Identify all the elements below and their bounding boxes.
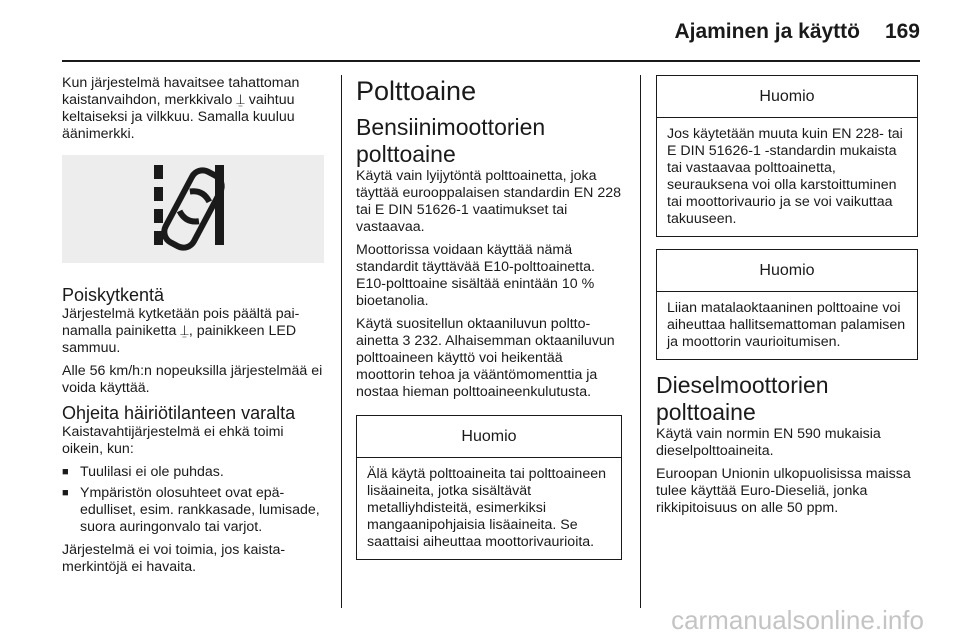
column-divider xyxy=(640,75,641,608)
page-number: 169 xyxy=(884,20,920,43)
diesel-paragraph-2: Euroopan Unionin ulkopuolisissa maissa tulee käyttää Euro-Dieseliä, jonka rikkipitoisuus on alle 50 ppm. xyxy=(656,466,911,516)
petrol-paragraph-2: Moottorissa voidaan käyttää nämä standardit täyttävää E10-polttoainetta. E10-polttoaine sisältää enintään 10 % bioetanolia. xyxy=(356,242,595,309)
section-title: Polttoaine xyxy=(356,76,477,106)
petrol-paragraph-1: Käytä vain lyijytöntä polttoainetta, joka täyttää eurooppalaisen standardin EN 228 tai E DIN 51626-1 vaatimukset tai vastaavaa. xyxy=(356,168,622,235)
note-title: Huomio xyxy=(357,416,621,458)
column-middle xyxy=(356,74,622,572)
lane-departure-icon xyxy=(62,155,324,263)
chapter-title: Ajaminen ja käyttö xyxy=(674,20,860,43)
note-box xyxy=(656,249,918,360)
bullet-icon: ■ xyxy=(62,466,69,478)
column-left xyxy=(62,75,324,582)
note-box xyxy=(356,415,622,560)
petrol-heading: Bensiinimoottorien polttoaine xyxy=(356,114,546,167)
speed-paragraph: Alle 56 km/h:n nopeuksilla järjestelmää ei voida käyttää. xyxy=(62,363,323,396)
note-text: Älä käytä polttoaineita tai polttoaineen lisäaineita, jotka sisältävät metalliyhdisteitä, esimerkiksi mangaanipohjaisia lisäaineita. Se saattaisi aiheuttaa moottorivaurioita. xyxy=(367,466,606,550)
note-box xyxy=(656,75,918,237)
note-text: Jos käytetään muuta kuin EN 228- tai E DIN 51626-1 -standardin mukaista tai vastaavaa polttoainetta, seurauksena voi olla karstoittuminen tai moottorivaurio ja se voi vaikuttaa takuuseen. xyxy=(667,126,903,227)
fault-intro: Kaistavahtijärjestelmä ei ehkä toimi oikein, kun: xyxy=(62,424,284,457)
note-text: Liian matalaoktaaninen polttoaine voi aiheuttaa hallitsemattoman palamisen ja moottorin vaurioitumisen. xyxy=(667,300,906,350)
disable-heading: Poiskytkentä xyxy=(62,285,165,305)
fault-heading: Ohjeita häiriötilanteen varalta xyxy=(62,403,296,423)
petrol-paragraph-3: Käytä suositellun oktaaniluvun polttoainetta 3 232. Alhaisemman oktaaniluvun polttoaineen käyttö voi heikentää moottorin tehoa ja vääntömomenttia ja nostaa hieman polttoaineenkulutusta. xyxy=(356,316,615,400)
header-rule xyxy=(62,60,920,62)
watermark: carmanualsonline.info xyxy=(671,605,924,635)
bullet-icon: ■ xyxy=(62,487,69,499)
fault-list xyxy=(62,464,324,536)
page-header xyxy=(0,0,960,62)
diesel-paragraph-1: Käytä vain normin EN 590 mukaisia dieselpolttoaineita. xyxy=(656,426,881,459)
column-divider xyxy=(341,75,342,608)
list-item: ■ Tuulilasi ei ole puhdas. xyxy=(62,464,224,480)
note-title: Huomio xyxy=(657,76,917,118)
intro-paragraph: Kun järjestelmä havaitsee tahattoman kaistanvaihdon, merkkivalo ⍊ vaihtuu keltaiseksi ja vilkkuu. Samalla kuuluu äänimerkki. xyxy=(62,75,300,142)
lane-departure-figure xyxy=(62,155,324,263)
column-right xyxy=(656,75,918,523)
list-item: ■ Ympäristön olosuhteet ovat epäedulliset, esim. rankkasade, lumisade, suora auringonvalo tai varjot. xyxy=(62,485,320,535)
fault-outro: Järjestelmä ei voi toimia, jos kaistamerkintöjä ei havaita. xyxy=(62,542,286,575)
diesel-heading: Dieselmoottorien polttoaine xyxy=(656,372,829,425)
disable-paragraph: Järjestelmä kytketään pois päältä painamalla painiketta ⍊, painikkeen LED sammuu. xyxy=(62,306,300,356)
note-title: Huomio xyxy=(657,250,917,292)
